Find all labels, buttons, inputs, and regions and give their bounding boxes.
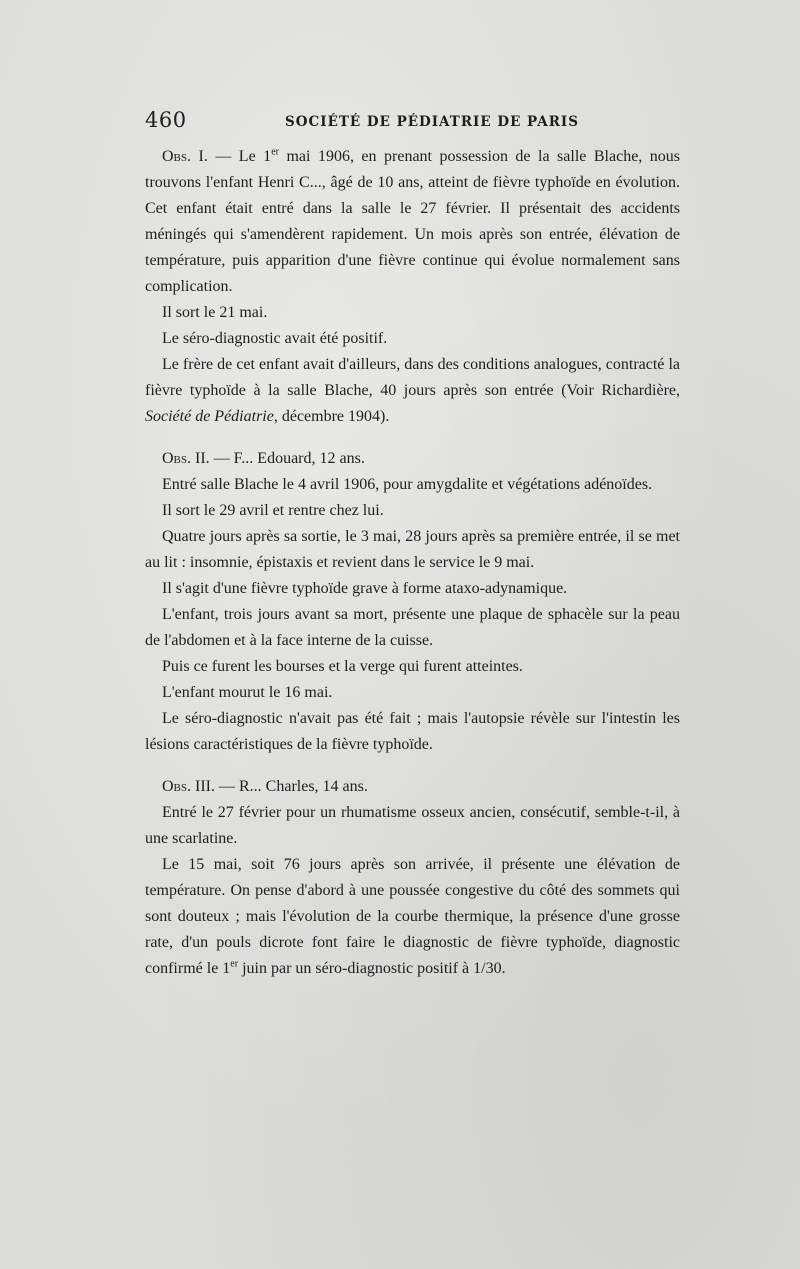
obs3-p3-text-b: juin par un séro-diagnostic positif à 1/30. (238, 960, 506, 977)
obs1-paragraph-3: Le séro-diagnostic avait été positif. (162, 330, 388, 347)
page-header (145, 104, 680, 144)
observation-3 (145, 774, 680, 982)
obs3-superscript: er (230, 958, 239, 970)
obs2-paragraph-3: Il sort le 29 avril et rentre chez lui. (162, 502, 384, 519)
running-title: SOCIÉTÉ DE PÉDIATRIE DE PARIS (285, 114, 579, 130)
obs1-paragraph-4 (145, 352, 680, 430)
obs2-paragraph-2: Entré salle Blache le 4 avril 1906, pour amygdalite et végétations adénoïdes. (162, 476, 653, 493)
obs3-p3-text-a: Le 15 mai, soit 76 jours après son arrivée, il présente une élévation de température. On pense d'abord à une poussée congestive du côté des sommets qui sont douteux ; mais l'évolution de la courbe thermique, la présence d'une grosse rate, d'un pouls dicrote font faire le diagnostic de fièvre typhoïde, diagnostic confirmé le 1 (145, 856, 680, 977)
obs1-superscript: er (271, 146, 279, 158)
obs3-heading-text: — R... Charles, 14 ans. (215, 778, 368, 795)
obs2-heading-text: — F... Edouard, 12 ans. (209, 450, 365, 467)
obs3-label: Obs. III. (162, 778, 215, 795)
obs1-p4-text-b: , décembre 1904). (273, 408, 390, 425)
obs2-paragraph-7: Puis ce furent les bourses et la verge qui furent atteintes. (162, 658, 523, 675)
observation-2 (145, 446, 680, 758)
obs2-paragraph-9: Le séro-diagnostic n'avait pas été fait ; mais l'autopsie révèle sur l'intestin les lésions caractéristiques de la fièvre typhoïde. (145, 710, 680, 753)
obs3-paragraph-3 (145, 852, 680, 982)
obs1-p4-journal-title: Société de Pédiatrie (145, 408, 274, 425)
body-text (145, 144, 680, 982)
obs1-p4-text-a: Le frère de cet enfant avait d'ailleurs, dans des conditions analogues, contracté la fièvre typhoïde à la salle Blache, 40 jours après son entrée (Voir Richardière, (145, 356, 680, 399)
obs2-paragraph-1 (145, 446, 680, 472)
obs3-paragraph-1 (145, 774, 680, 800)
obs2-paragraph-4: Quatre jours après sa sortie, le 3 mai, 28 jours après sa première entrée, il se met au lit : insomnie, épistaxis et revient dans le service le 9 mai. (145, 528, 680, 571)
obs1-text-a: — Le 1 (207, 148, 272, 165)
obs2-paragraph-8: L'enfant mourut le 16 mai. (162, 684, 333, 701)
page-number: 460 (145, 108, 187, 132)
obs2-paragraph-5: Il s'agit d'une fièvre typhoïde grave à forme ataxo-adynamique. (162, 580, 568, 597)
obs3-paragraph-2: Entré le 27 février pour un rhumatisme osseux ancien, consécutif, semble-t-il, à une scarlatine. (145, 804, 680, 847)
obs1-paragraph-1 (145, 144, 680, 300)
observation-1 (145, 144, 680, 430)
obs2-label: Obs. II. (162, 450, 210, 467)
obs1-paragraph-2: Il sort le 21 mai. (162, 304, 268, 321)
obs1-label: Obs. I. (162, 148, 208, 165)
obs1-text-b: mai 1906, en prenant possession de la salle Blache, nous trouvons l'enfant Henri C..., âgé de 10 ans, atteint de fièvre typhoïde en évolution. Cet enfant était entré dans la salle le 27 février. Il présentait des accidents méningés qui s'amendèrent rapidement. Un mois après son entrée, élévation de température, puis apparition d'une fièvre continue qui évolue normalement sans complication. (145, 148, 681, 295)
obs2-paragraph-6: L'enfant, trois jours avant sa mort, présente une plaque de sphacèle sur la peau de l'abdomen et à la face interne de la cuisse. (145, 606, 680, 649)
